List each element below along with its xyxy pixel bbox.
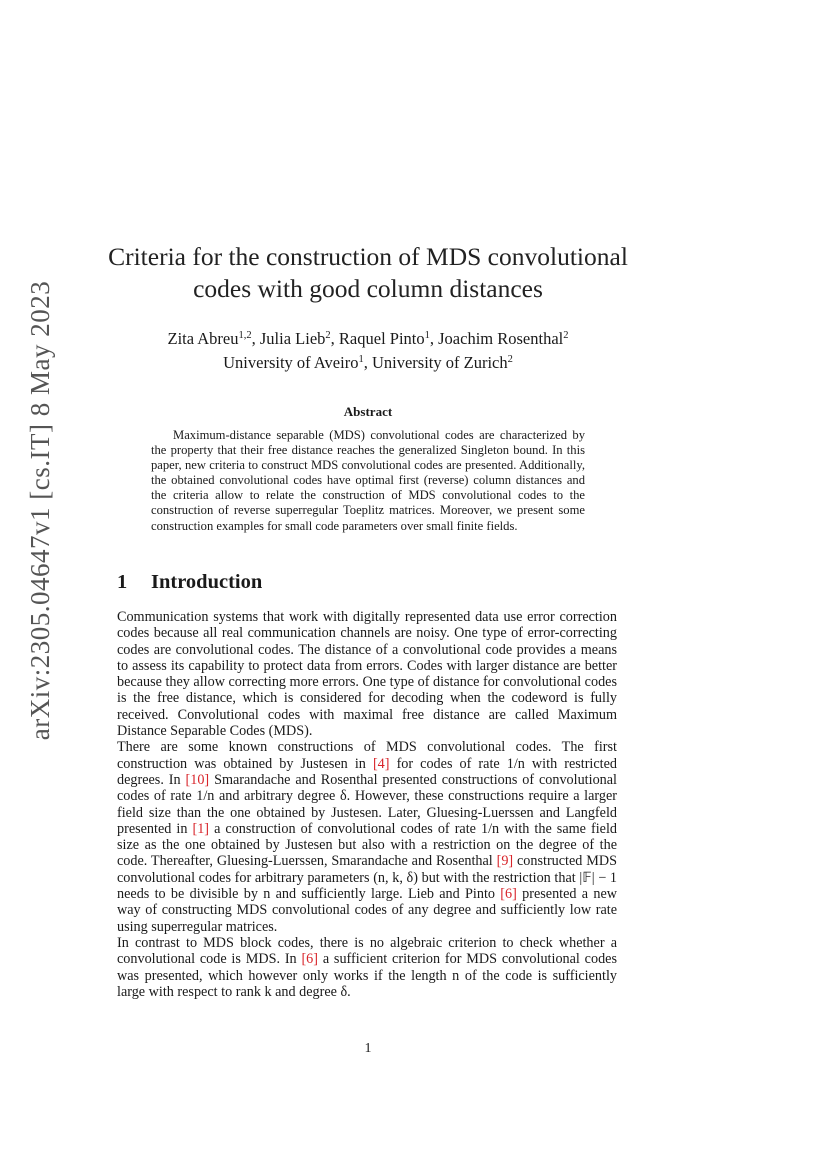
arxiv-identifier-text: arXiv:2305.04647v1 [cs.IT] 8 May 2023 [25, 280, 56, 740]
affiliation-mark: 2 [507, 354, 513, 365]
author-affiliation-mark: 2 [325, 330, 331, 341]
abstract-text: Maximum-distance separable (MDS) convolutional codes are characterized by the property that their free distance reaches the generalized Singleton bound. In this paper, new criteria to construct MDS convolutional codes are presented. Additionally, the obtained convolutional codes have optimal first (reverse) column distances and the criteria allow to relate the construction of MDS convolutional codes to the construction of reverse superregular Toeplitz matrices. Moreover, we present some construction examples for small code parameters over small finite fields. [151, 428, 585, 533]
paragraph-text: In contrast to MDS block codes, there is no algebraic criterion to check whether a convolutional code is MDS. In [117, 934, 617, 968]
title-line-2: codes with good column distances [193, 274, 543, 303]
citation-link[interactable]: [6] [301, 951, 318, 968]
affiliation-name: University of Zurich [371, 353, 508, 372]
section-title: Introduction [151, 571, 263, 593]
paragraph [117, 609, 617, 739]
author-name: Raquel Pinto [338, 329, 425, 348]
author-affiliation-mark: 1,2 [238, 330, 252, 341]
citation-link[interactable]: [1] [192, 820, 210, 837]
section-number: 1 [117, 571, 128, 593]
paragraph-text: Smarandache and Rosenthal presented constructions of convolutional codes of rate 1/n and arbitrary degree δ. However, these constructions require a larger field size than the one obtained by Justesen. Later, Gluesing-Luerssen and Langfeld presented in [117, 771, 617, 837]
affiliations: University of Aveiro$^1$, University of Zurich$^2$ [223, 353, 513, 372]
paragraph-text: Communication systems that work with digitally represented data use error correction codes because all real communication channels are noisy. One type of error-correcting codes are convolutional codes. The distance of a convolutional code provides a means to assess its capability to protect data from errors. Codes with larger distance are better because they allow correcting more errors. One type of distance for convolutional codes is the free distance, which is considered for decoding when the codeword is fully received. Convolutional codes with maximal free distance are called Maximum Distance Separable Codes (MDS). [117, 609, 617, 740]
author-name: Joachim Rosenthal [438, 329, 564, 348]
author-affiliation-mark: 2 [563, 330, 569, 341]
citation-link[interactable]: [10] [185, 771, 210, 788]
section-body [117, 609, 617, 1000]
paragraph-text: presented a new way of constructing MDS convolutional codes of any degree and sufficiently low rate using superregular matrices. [117, 886, 618, 935]
page-number: 1 [364, 1041, 372, 1056]
section-heading [117, 571, 262, 594]
abstract-heading: Abstract [343, 404, 393, 419]
citation-link[interactable]: [4] [372, 755, 390, 772]
paragraph [117, 935, 617, 1000]
paragraph-text: for codes of rate 1/n with restricted degrees. In [117, 755, 618, 788]
paragraph-text: constructed MDS convolutional codes for arbitrary parameters (n, k, δ) but with the restriction that |𝔽| − 1 needs to be divisible by n and sufficiently large. Lieb and Pinto [117, 853, 617, 903]
arxiv-identifier [23, 280, 59, 740]
author-names: Zita Abreu$^{1,2}$, Julia Lieb$^2$, Raquel Pinto$^1$, Joachim Rosenthal$^2$ [167, 329, 569, 348]
paragraph-text: a construction of convolutional codes of rate 1/n with the same field size as the one obtained by Justesen but also with a restriction on the degree of the code. Thereafter, Gluesing-Luerssen, Smarandache and Rosenthal [117, 820, 617, 870]
author-name: Julia Lieb [259, 329, 326, 348]
author-affiliation-mark: 1 [424, 330, 430, 341]
title-line-1: Criteria for the construction of MDS convolutional [108, 242, 628, 271]
paragraph-text: There are some known constructions of MDS convolutional codes. The first construction was obtained by Justesen in [117, 739, 617, 772]
affiliation-mark: 1 [358, 354, 364, 365]
paragraph-text: a sufficient criterion for MDS convolutional codes was presented, which however only works if the length n of the code is sufficiently large with respect to rank k and degree δ. [117, 951, 617, 1000]
paper-title [100, 241, 636, 305]
author-block [100, 327, 636, 375]
citation-link[interactable]: [9] [496, 853, 514, 870]
paragraph [117, 739, 617, 935]
citation-link[interactable]: [6] [500, 886, 517, 903]
affiliation-name: University of Aveiro [223, 353, 359, 372]
author-name: Zita Abreu [167, 329, 239, 348]
